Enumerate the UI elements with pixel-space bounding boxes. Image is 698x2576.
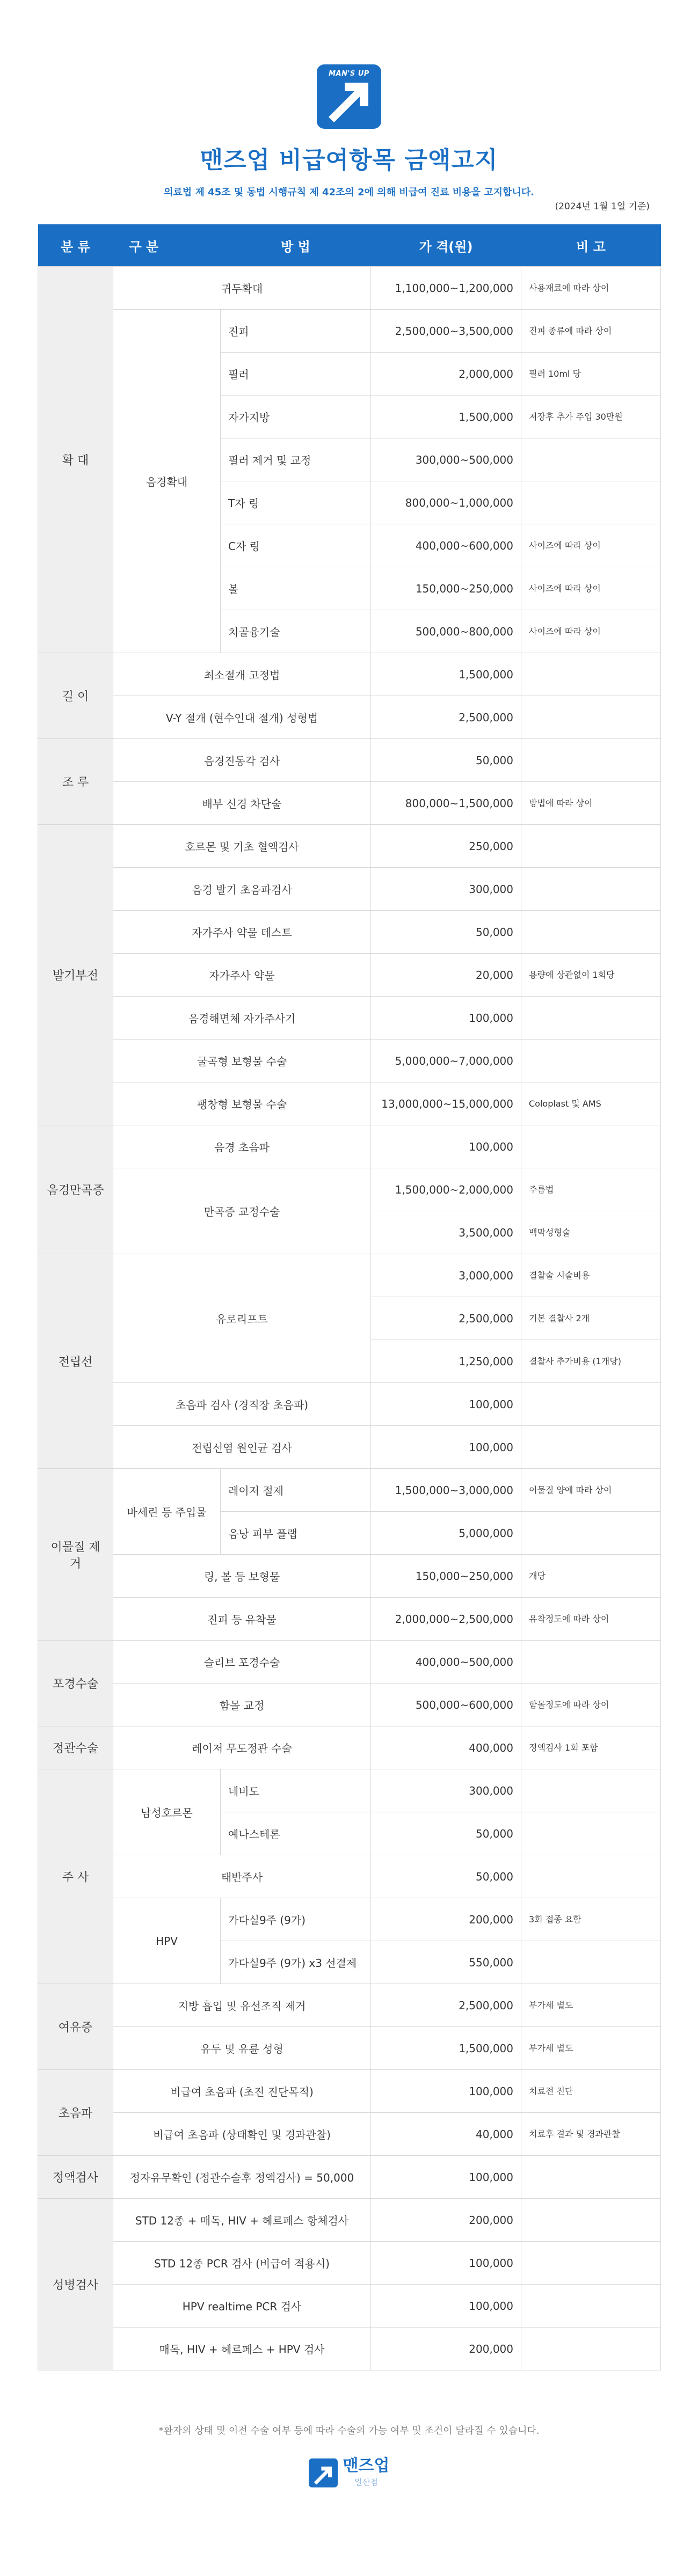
price-cell: 1,500,000 xyxy=(371,653,521,696)
note-cell: 기본 결찰사 2개 xyxy=(521,1297,661,1340)
price-cell: 500,000~800,000 xyxy=(371,610,521,653)
method-cell: 필러 제거 및 교정 xyxy=(221,438,371,481)
method-cell: 레이저 무도정관 수술 xyxy=(113,1726,371,1769)
price-cell: 250,000 xyxy=(371,825,521,868)
category-cell: 주 사 xyxy=(38,1769,113,1984)
table-row xyxy=(38,653,661,696)
price-cell: 200,000 xyxy=(371,2199,521,2242)
table-row xyxy=(38,1125,661,1168)
table-row xyxy=(38,739,661,782)
note-cell xyxy=(521,1641,661,1684)
note-cell xyxy=(521,481,661,524)
price-cell: 1,500,000 xyxy=(371,396,521,438)
note-cell: 유착정도에 따라 상이 xyxy=(521,1598,661,1641)
method-cell: 비급여 초음파 (상태확인 및 경과관찰) xyxy=(113,2113,371,2156)
group-cell: HPV xyxy=(113,1898,221,1984)
table-row xyxy=(38,2199,661,2242)
price-cell: 400,000~500,000 xyxy=(371,1641,521,1684)
note-cell xyxy=(521,696,661,739)
price-cell: 100,000 xyxy=(371,1383,521,1426)
group-cell: 음경확대 xyxy=(113,310,221,653)
note-cell: 개당 xyxy=(521,1555,661,1598)
note-cell: 3회 접종 요함 xyxy=(521,1898,661,1941)
price-cell: 50,000 xyxy=(371,911,521,954)
law-notice: 의료법 제 45조 및 동법 시행규칙 제 42조의 2에 의해 비급여 진료 비용을 고지합니다. xyxy=(164,187,534,198)
method-cell: STD 12종 PCR 검사 (비급여 적용시) xyxy=(113,2242,371,2285)
price-cell: 200,000 xyxy=(371,2328,521,2370)
price-cell: 2,500,000 xyxy=(371,1297,521,1340)
price-cell: 150,000~250,000 xyxy=(371,1555,521,1598)
note-cell: 필러 10ml 당 xyxy=(521,353,661,396)
note-cell xyxy=(521,1040,661,1082)
price-cell: 100,000 xyxy=(371,1426,521,1469)
note-cell xyxy=(521,1426,661,1469)
method-cell: HPV realtime PCR 검사 xyxy=(113,2285,371,2328)
note-cell: 방법에 따라 상이 xyxy=(521,782,661,825)
note-cell xyxy=(521,653,661,696)
note-cell xyxy=(521,1383,661,1426)
table-row xyxy=(38,1769,661,1812)
table-row xyxy=(38,911,661,954)
method-cell: 전립선염 원인균 검사 xyxy=(113,1426,371,1469)
table-row xyxy=(38,1598,661,1641)
price-table xyxy=(38,224,661,2370)
note-cell xyxy=(521,1855,661,1898)
table-row xyxy=(38,825,661,868)
header-price: 가 격(원) xyxy=(371,224,521,267)
note-cell xyxy=(521,2156,661,2199)
method-cell: 굴곡형 보형물 수술 xyxy=(113,1040,371,1082)
method-cell: 귀두확대 xyxy=(113,267,371,310)
category-cell: 음경만곡증 xyxy=(38,1125,113,1254)
method-cell: 링, 볼 등 보형물 xyxy=(113,1555,371,1598)
note-cell xyxy=(521,868,661,911)
table-row xyxy=(38,782,661,825)
method-cell: 함몰 교정 xyxy=(113,1684,371,1726)
note-cell: 함몰정도에 따라 상이 xyxy=(521,1684,661,1726)
table-row xyxy=(38,1040,661,1082)
note-cell: 부가세 별도 xyxy=(521,1984,661,2027)
table-row xyxy=(38,1555,661,1598)
group-cell: 남성호르몬 xyxy=(113,1769,221,1855)
price-cell: 100,000 xyxy=(371,2242,521,2285)
note-cell: 이물질 양에 따라 상이 xyxy=(521,1469,661,1512)
note-cell: 정액검사 1회 포함 xyxy=(521,1726,661,1769)
header-category: 분 류 xyxy=(38,224,113,267)
table-row xyxy=(38,1469,661,1512)
method-cell: T자 링 xyxy=(221,481,371,524)
method-cell: 볼 xyxy=(221,567,371,610)
method-cell: 호르몬 및 기초 혈액검사 xyxy=(113,825,371,868)
price-cell: 300,000 xyxy=(371,868,521,911)
method-cell: 예나스테론 xyxy=(221,1812,371,1855)
price-cell: 50,000 xyxy=(371,739,521,782)
category-cell: 길 이 xyxy=(38,653,113,739)
reference-date: (2024년 1월 1일 기준) xyxy=(555,201,650,212)
table-row xyxy=(38,1383,661,1426)
logo-text: MAN'S UP xyxy=(329,70,369,78)
group-cell: 바세린 등 주입물 xyxy=(113,1469,221,1555)
price-cell: 400,000 xyxy=(371,1726,521,1769)
price-cell: 5,000,000~7,000,000 xyxy=(371,1040,521,1082)
method-cell: V-Y 절개 (현수인대 절개) 성형법 xyxy=(113,696,371,739)
table-row xyxy=(38,1855,661,1898)
category-cell: 정관수술 xyxy=(38,1726,113,1769)
method-cell: 음경해면체 자가주사기 xyxy=(113,997,371,1040)
note-cell: 결찰사 추가비용 (1개당) xyxy=(521,1340,661,1383)
note-cell xyxy=(521,1941,661,1984)
table-row xyxy=(38,1641,661,1684)
note-cell: 결찰술 시술비용 xyxy=(521,1254,661,1297)
price-cell: 100,000 xyxy=(371,2285,521,2328)
price-cell: 1,500,000~2,000,000 xyxy=(371,1168,521,1211)
table-row xyxy=(38,2285,661,2328)
method-cell: 레이저 절제 xyxy=(221,1469,371,1512)
price-cell: 300,000 xyxy=(371,1769,521,1812)
note-cell: 주름법 xyxy=(521,1168,661,1211)
method-cell: 슬리브 포경수술 xyxy=(113,1641,371,1684)
price-cell: 50,000 xyxy=(371,1855,521,1898)
method-cell: 초음파 검사 (경직장 초음파) xyxy=(113,1383,371,1426)
method-cell: 필러 xyxy=(221,353,371,396)
method-cell: C자 링 xyxy=(221,524,371,567)
note-cell: 백막성형술 xyxy=(521,1211,661,1254)
category-cell: 이물질 제거 xyxy=(38,1469,113,1641)
price-cell: 20,000 xyxy=(371,954,521,997)
table-row xyxy=(38,1726,661,1769)
price-cell: 2,500,000 xyxy=(371,1984,521,2027)
note-cell: 사이즈에 따라 상이 xyxy=(521,610,661,653)
category-cell: 확 대 xyxy=(38,267,113,653)
note-cell: 용량에 상관없이 1회당 xyxy=(521,954,661,997)
note-cell xyxy=(521,1125,661,1168)
price-cell: 50,000 xyxy=(371,1812,521,1855)
note-cell: Coloplast 및 AMS xyxy=(521,1082,661,1125)
note-cell xyxy=(521,1812,661,1855)
logo xyxy=(317,64,381,129)
price-cell: 2,500,000 xyxy=(371,696,521,739)
table-row xyxy=(38,696,661,739)
price-cell: 1,500,000 xyxy=(371,2027,521,2070)
note-cell xyxy=(521,1769,661,1812)
note-cell: 치료전 진단 xyxy=(521,2070,661,2113)
price-cell: 100,000 xyxy=(371,997,521,1040)
method-cell: 가다실9주 (9가) xyxy=(221,1898,371,1941)
price-cell: 800,000~1,500,000 xyxy=(371,782,521,825)
table-row xyxy=(38,2113,661,2156)
category-cell: 발기부전 xyxy=(38,825,113,1125)
arrow-logo-icon xyxy=(309,2458,338,2487)
method-cell: 정자유무확인 (정관수술후 정액검사) = 50,000 xyxy=(113,2156,371,2199)
note-cell xyxy=(521,825,661,868)
price-cell: 150,000~250,000 xyxy=(371,567,521,610)
note-cell xyxy=(521,2328,661,2370)
method-cell: 음경 초음파 xyxy=(113,1125,371,1168)
price-cell: 2,000,000 xyxy=(371,353,521,396)
price-cell: 100,000 xyxy=(371,2156,521,2199)
method-cell: 유두 및 유륜 성형 xyxy=(113,2027,371,2070)
table-row xyxy=(38,954,661,997)
table-row xyxy=(38,310,661,353)
category-cell: 조 루 xyxy=(38,739,113,825)
table-row xyxy=(38,2328,661,2370)
note-cell xyxy=(521,438,661,481)
header-note: 비 고 xyxy=(521,224,661,267)
price-cell: 13,000,000~15,000,000 xyxy=(371,1082,521,1125)
footnote: *환자의 상태 및 이전 수술 여부 등에 따라 수술의 가능 여부 및 조건이 달라질 수 있습니다. xyxy=(158,2425,540,2436)
note-cell: 부가세 별도 xyxy=(521,2027,661,2070)
table-row xyxy=(38,1254,661,1297)
price-cell: 1,500,000~3,000,000 xyxy=(371,1469,521,1512)
price-cell: 40,000 xyxy=(371,2113,521,2156)
category-cell: 초음파 xyxy=(38,2070,113,2156)
brand-branch: 일산점 xyxy=(354,2477,378,2487)
table-row xyxy=(38,1168,661,1211)
method-cell: 진피 등 유착물 xyxy=(113,1598,371,1641)
method-cell: 네비도 xyxy=(221,1769,371,1812)
category-cell: 성병검사 xyxy=(38,2199,113,2370)
table-row xyxy=(38,2242,661,2285)
note-cell: 치료후 결과 및 경과관찰 xyxy=(521,2113,661,2156)
method-cell: 자가주사 약물 테스트 xyxy=(113,911,371,954)
page-header xyxy=(0,64,698,199)
price-cell: 550,000 xyxy=(371,1941,521,1984)
table-row xyxy=(38,2027,661,2070)
price-cell: 1,250,000 xyxy=(371,1340,521,1383)
method-cell: 자가지방 xyxy=(221,396,371,438)
brand-name: 맨즈업 xyxy=(343,2456,390,2475)
method-cell: 가다실9주 (9가) x3 선결제 xyxy=(221,1941,371,1984)
method-cell: 태반주사 xyxy=(113,1855,371,1898)
table-row xyxy=(38,1426,661,1469)
method-cell: 배부 신경 차단술 xyxy=(113,782,371,825)
category-cell: 포경수술 xyxy=(38,1641,113,1726)
method-cell: 치골융기술 xyxy=(221,610,371,653)
method-cell: STD 12종 + 매독, HIV + 헤르페스 항체검사 xyxy=(113,2199,371,2242)
table-row xyxy=(38,1082,661,1125)
table-row xyxy=(38,2156,661,2199)
note-cell xyxy=(521,739,661,782)
method-cell: 매독, HIV + 헤르페스 + HPV 검사 xyxy=(113,2328,371,2370)
header-method: 방 법 xyxy=(221,224,371,267)
method-cell: 자가주사 약물 xyxy=(113,954,371,997)
method-cell: 팽창형 보형물 수술 xyxy=(113,1082,371,1125)
table-header-row xyxy=(38,224,661,267)
table-row xyxy=(38,1898,661,1941)
category-cell: 전립선 xyxy=(38,1254,113,1469)
price-cell: 400,000~600,000 xyxy=(371,524,521,567)
price-cell: 300,000~500,000 xyxy=(371,438,521,481)
note-cell xyxy=(521,1512,661,1555)
table-row xyxy=(38,1984,661,2027)
method-cell: 만곡증 교정수술 xyxy=(113,1168,371,1254)
note-cell xyxy=(521,911,661,954)
note-cell xyxy=(521,2285,661,2328)
table-row xyxy=(38,997,661,1040)
note-cell: 진피 종류에 따라 상이 xyxy=(521,310,661,353)
method-cell: 음낭 피부 플랩 xyxy=(221,1512,371,1555)
category-cell: 여유증 xyxy=(38,1984,113,2070)
table-row xyxy=(38,1684,661,1726)
note-cell: 사이즈에 따라 상이 xyxy=(521,524,661,567)
price-cell: 2,000,000~2,500,000 xyxy=(371,1598,521,1641)
table-row xyxy=(38,2070,661,2113)
price-cell: 2,500,000~3,500,000 xyxy=(371,310,521,353)
price-cell: 200,000 xyxy=(371,1898,521,1941)
note-cell: 사용재료에 따라 상이 xyxy=(521,267,661,310)
price-cell: 5,000,000 xyxy=(371,1512,521,1555)
table-row xyxy=(38,267,661,310)
category-cell: 정액검사 xyxy=(38,2156,113,2199)
method-cell: 유로리프트 xyxy=(113,1254,371,1383)
note-cell xyxy=(521,2242,661,2285)
footer-brand xyxy=(0,2458,698,2490)
method-cell: 진피 xyxy=(221,310,371,353)
price-cell: 1,100,000~1,200,000 xyxy=(371,267,521,310)
price-cell: 100,000 xyxy=(371,1125,521,1168)
price-cell: 3,000,000 xyxy=(371,1254,521,1297)
price-cell: 100,000 xyxy=(371,2070,521,2113)
table-row xyxy=(38,868,661,911)
note-cell: 사이즈에 따라 상이 xyxy=(521,567,661,610)
method-cell: 최소절개 고정법 xyxy=(113,653,371,696)
method-cell: 지방 흡입 및 유선조직 제거 xyxy=(113,1984,371,2027)
note-cell: 저장후 추가 주입 30만원 xyxy=(521,396,661,438)
method-cell: 음경진동각 검사 xyxy=(113,739,371,782)
note-cell xyxy=(521,997,661,1040)
note-cell xyxy=(521,2199,661,2242)
header-group: 구 분 xyxy=(113,224,221,267)
price-cell: 3,500,000 xyxy=(371,1211,521,1254)
method-cell: 비급여 초음파 (초진 진단목적) xyxy=(113,2070,371,2113)
page-title: 맨즈업 비급여항목 금액고지 xyxy=(200,147,498,174)
method-cell: 음경 발기 초음파검사 xyxy=(113,868,371,911)
price-cell: 800,000~1,000,000 xyxy=(371,481,521,524)
price-cell: 500,000~600,000 xyxy=(371,1684,521,1726)
